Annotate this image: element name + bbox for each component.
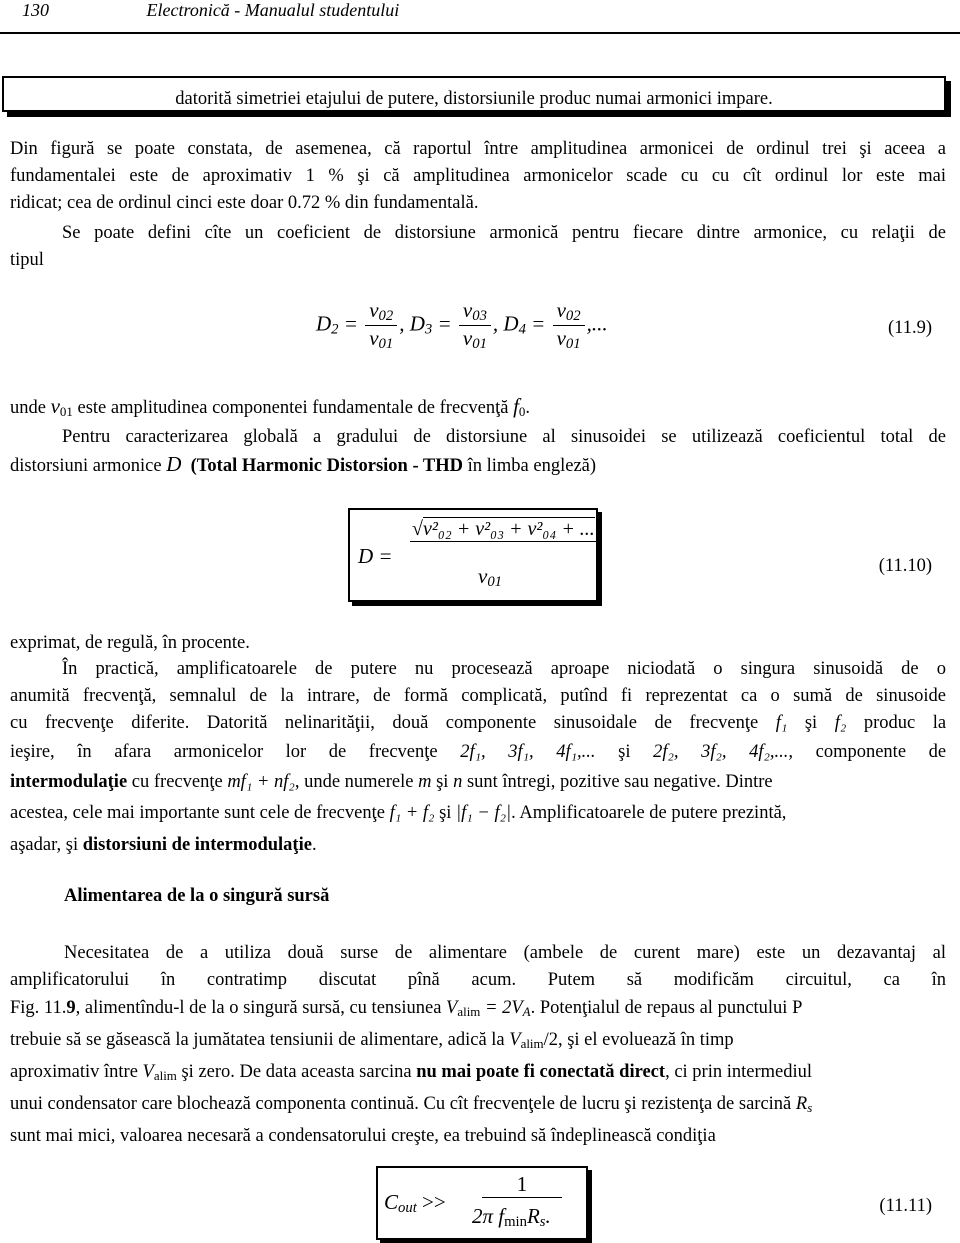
paragraph-intermodulation: În practică, amplificatoarele de putere nu procesează aproape niciodată o singura sinusoidă de o anumită frecvenţă, semnalul de la intrare, de formă complicată, putînd fi reprezentat ca o sumă de sinusoide cu frecvenţe diferite. Datorită nelinarităţii, două componente sinusoidale de frecvenţe f₁ şi f₂ produc la ieşire, în afara armonicelor lor de frecvenţe 2f₁, 3f₁, 4f₁,... şi 2f₂, 3f₂, 4f₂,..., componente de intermodulaţie cu frecvenţe mf₁ + nf₂, unde numerele m şi n sunt întregi, pozitive sau negative. Dintre acestea, cele mai importante sunt cele de frecvenţe f₁ + f₂ şi |f₁ − f₂|. Amplificatoarele de putere prezintă, aşadar, şi distorsiuni de intermodulaţie.	[10, 659, 947, 855]
text-line: Se poate defini cîte un coeficient de distorsiune armonică pentru fiecare dintre armonice, cu relaţii de	[62, 223, 946, 243]
equation-11-10-box: D = √v²₀₂ + v²₀₃ + v²₀₄ + ... $v_{01}$	[348, 508, 598, 602]
paragraph-definition	[10, 220, 946, 274]
text-line: Din figură se poate constata, de asemenea, că raportul între amplitudinea armonicei de ordinul trei şi aceea a	[10, 139, 946, 159]
boxed-sentence: datorită simetriei etajului de putere, distorsiunile produc numai armonici impare.	[2, 76, 946, 112]
paragraph-harmonics	[10, 136, 946, 217]
text-line: ridicat; cea de ordinul cinci este doar 0.72 % din fundamentală.	[10, 193, 479, 213]
header-rule	[0, 32, 960, 34]
equation-number: (11.9)	[887, 318, 932, 338]
book-title: Electronică - Manualul studentului	[146, 0, 400, 20]
text-line: fundamentalei este de aproximativ 1 % şi că amplitudinea armonicelor scade cu cu cît ordinul lor este mai	[10, 166, 946, 186]
paragraph-thd: Pentru caracterizarea globală a gradului de distorsiune al sinusoidei se utilizează coeficientul total de distorsiuni armonice D (Total Harmonic Distorsion - THD în limba engleză)	[10, 427, 946, 476]
equation-11-11-box: $C_{out}$ >> 1 2π $f_{min}R_s$.	[376, 1166, 588, 1240]
text-line: tipul	[10, 250, 44, 270]
paragraph-fundamental: unde $v_{01}$ este amplitudinea componentei fundamentale de frecvenţă $f_0$.	[10, 394, 531, 419]
page-header	[22, 0, 399, 21]
section-title: Alimentarea de la o singură sursă	[64, 886, 330, 906]
paragraph-single-supply: Necesitatea de a utiliza două surse de alimentare (ambele de curent mare) este un dezavantaj al amplificatorului în contratimp discutat pînă acum. Putem să modificăm circuitul, ca în Fig. 11.9, alimentîndu-l de la o singură sursă, cu tensiunea $V_{alim} = 2V_A$. Potenţialul de repaus al punctului P trebuie să se găsească la jumătatea tensiunii de alimentare, adică la $V_{alim}/2$, şi el evoluează în timp aproximativ între $V_{alim}$ şi zero. De data aceasta sarcina nu mai poate fi conectată direct, ci prin intermediul unui condensator care blochează componenta continuă. Cu cît frecvenţele de lucru şi rezistenţa de sarcină $R_s$ sunt mai mici, valoarea necesară a condensatorului creşte, ea trebuind să îndeplinească condiţia	[10, 943, 946, 1146]
equation-number: (11.11)	[879, 1196, 932, 1216]
equation-11-9: $D_2$ = $\frac{v_{02}}{v_{01}}$ , $D_3$ = $\frac{v_{03}}{v_{01}}$ , $D_4$ = $\frac{v_{02}}{v_{01}}$ ,...	[316, 298, 608, 352]
page-number: 130	[22, 0, 49, 20]
paragraph-percent: exprimat, de regulă, în procente.	[10, 633, 250, 653]
equation-number: (11.10)	[878, 556, 932, 576]
